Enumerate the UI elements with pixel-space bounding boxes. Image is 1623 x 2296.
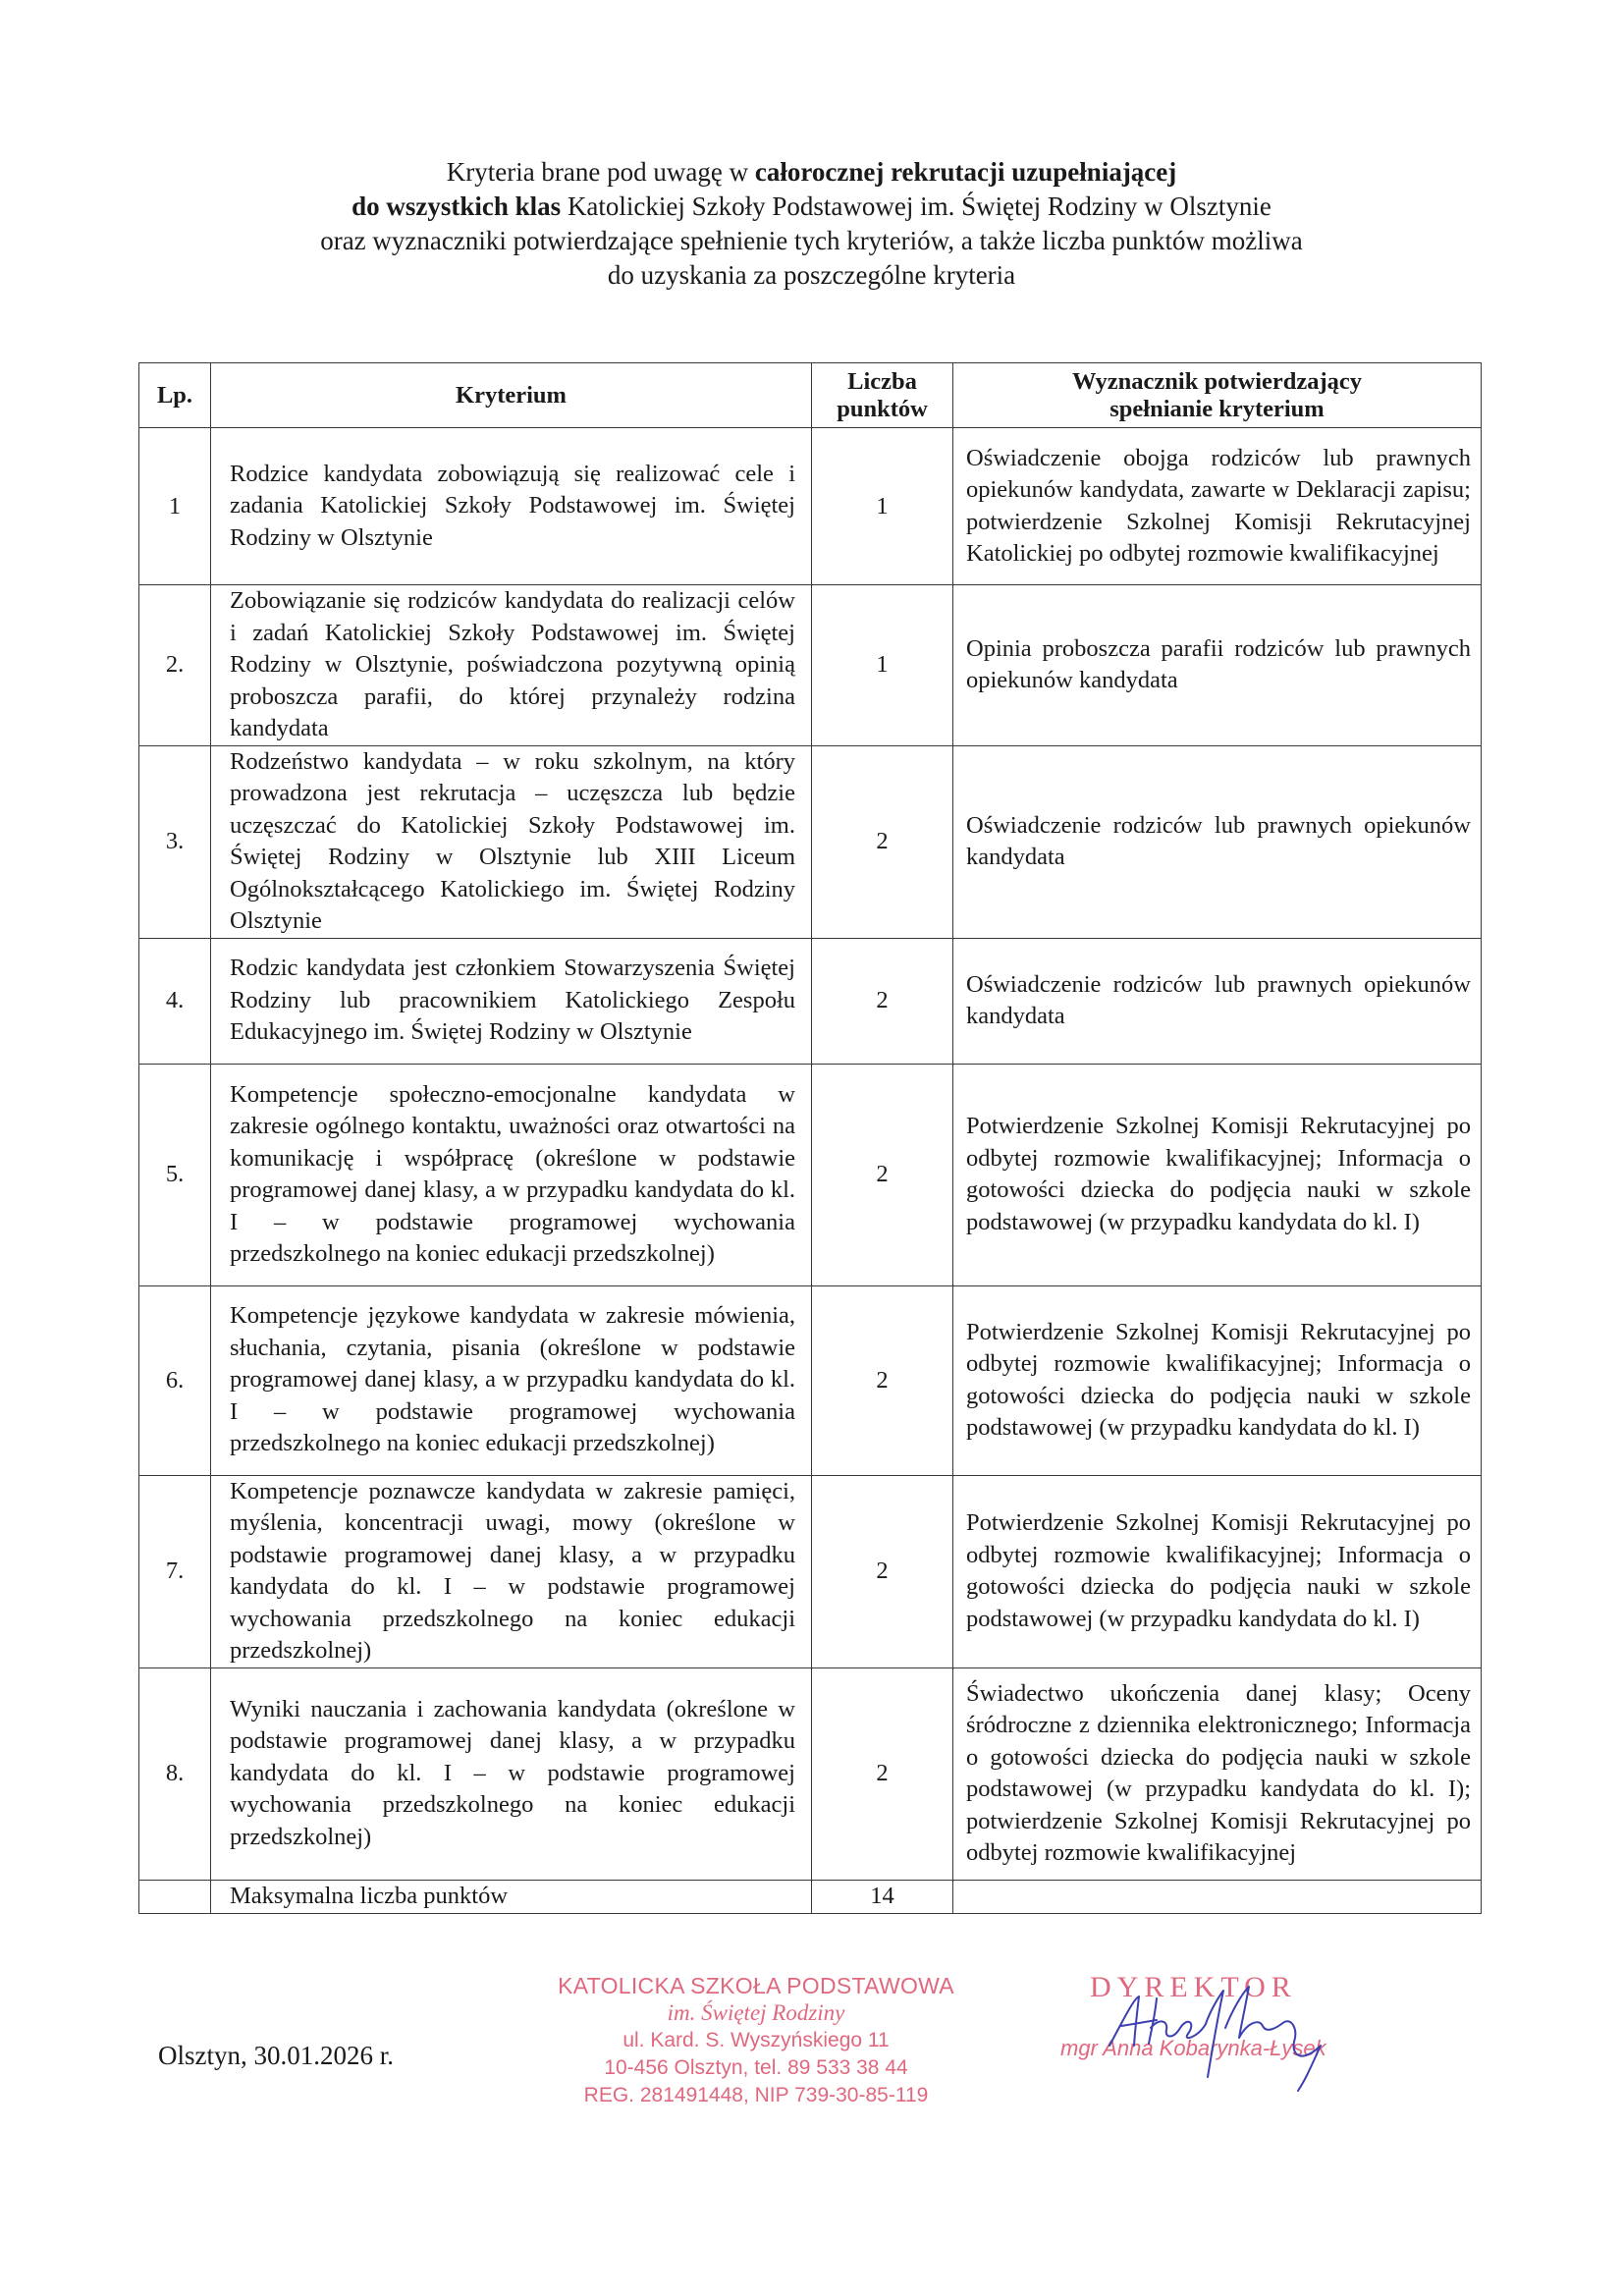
row-punkty: 2 xyxy=(812,1285,953,1475)
footer-label: Maksymalna liczba punktów xyxy=(211,1880,812,1913)
footer-empty-wyznacznik xyxy=(953,1880,1482,1913)
row-lp: 7. xyxy=(139,1475,211,1667)
row-punkty: 2 xyxy=(812,938,953,1064)
row-lp: 1 xyxy=(139,428,211,585)
director-title: DYREKTOR xyxy=(1090,1971,1297,2003)
row-punkty: 2 xyxy=(812,1064,953,1285)
row-kryterium-text: Zobowiązanie się rodziców kandydata do realizacji celów i zadań Katolickiej Szkoły Podstawowej im. Świętej Rodziny w Olsztynie, poświadczona pozytywną opinią proboszcza parafii, do której przynależy rodzina kandydata xyxy=(230,587,795,741)
row-kryterium-text: Rodzice kandydata zobowiązują się realizować cele i zadania Katolickiej Szkoły Podstawowej im. Świętej Rodziny w Olsztynie xyxy=(230,460,795,551)
row-wyznacznik-text: Oświadczenie obojga rodziców lub prawnych opiekunów kandydata, zawarte w Deklaracji zapisu; potwierdzenie Szkolnej Komisji Rekrutacyjnej Katolickiej po odbytej rozmowie kwalifikacyjnej xyxy=(966,444,1471,567)
table-row xyxy=(139,428,1482,585)
table-header-row xyxy=(139,363,1482,428)
row-wyznacznik-text: Potwierdzenie Szkolnej Komisji Rekrutacyjnej po odbytej rozmowie kwalifikacyjnej; Informacja o gotowości dziecka do podjęcia nauki w szkole podstawowej (w przypadku kandydata do kl. I) xyxy=(966,1318,1471,1441)
stamp-line-2: im. Świętej Rodziny xyxy=(667,2000,845,2025)
signature-icon xyxy=(1041,1969,1394,2092)
row-wyznacznik xyxy=(953,1064,1482,1285)
row-wyznacznik xyxy=(953,1667,1482,1880)
row-kryterium-text: Kompetencje językowe kandydata w zakresie mówienia, słuchania, czytania, pisania (określone w podstawie programowej danej klasy, a w przypadku kandydata do kl. I – w podstawie programowej wychowania przedszkolnego na koniec edukacji przedszkolnej) xyxy=(230,1302,795,1457)
row-wyznacznik-text: Oświadczenie rodziców lub prawnych opiekunów kandydata xyxy=(966,970,1471,1029)
row-wyznacznik xyxy=(953,1285,1482,1475)
table-row xyxy=(139,585,1482,746)
header-punkty: Liczba punktów xyxy=(812,363,953,428)
title-line-2: do wszystkich klas Katolickiej Szkoły Podstawowej im. Świętej Rodziny w Olsztynie xyxy=(352,191,1271,221)
row-punkty: 1 xyxy=(812,585,953,746)
footer-total: 14 xyxy=(812,1880,953,1913)
row-wyznacznik xyxy=(953,745,1482,938)
row-wyznacznik xyxy=(953,428,1482,585)
footer-empty-lp xyxy=(139,1880,211,1913)
title-line-4: do uzyskania za poszczególne kryteria xyxy=(607,260,1016,290)
row-kryterium-text: Rodzic kandydata jest członkiem Stowarzyszenia Świętej Rodziny lub pracownikiem Katolickiego Zespołu Edukacyjnego im. Świętej Rodziny w Olsztynie xyxy=(230,955,795,1046)
row-lp: 2. xyxy=(139,585,211,746)
header-wyznacznik: Wyznacznik potwierdzający spełnianie kryterium xyxy=(953,363,1482,428)
row-kryterium-text: Kompetencje poznawcze kandydata w zakresie pamięci, myślenia, koncentracji uwagi, mowy (określone w podstawie programowej danej klasy, a w przypadku kandydata do kl. I – w podstawie programowej wychowania przedszkolnego na koniec edukacji przedszkolnej) xyxy=(230,1477,795,1664)
table-row xyxy=(139,1475,1482,1667)
row-kryterium xyxy=(211,1667,812,1880)
row-kryterium xyxy=(211,745,812,938)
row-kryterium xyxy=(211,1064,812,1285)
table-row xyxy=(139,745,1482,938)
stamp-line-1: KATOLICKA SZKOŁA PODSTAWOWA xyxy=(558,1973,954,1998)
table-row xyxy=(139,1667,1482,1880)
row-lp: 4. xyxy=(139,938,211,1064)
row-wyznacznik-text: Potwierdzenie Szkolnej Komisji Rekrutacyjnej po odbytej rozmowie kwalifikacyjnej; Informacja o gotowości dziecka do podjęcia nauki w szkole podstawowej (w przypadku kandydata do kl. I) xyxy=(966,1509,1471,1632)
stamp-line-4: 10-456 Olsztyn, tel. 89 533 38 44 xyxy=(604,2056,908,2079)
row-wyznacznik-text: Opinia proboszcza parafii rodziców lub prawnych opiekunów kandydata xyxy=(966,634,1471,694)
row-punkty: 2 xyxy=(812,1667,953,1880)
table-row xyxy=(139,1285,1482,1475)
row-wyznacznik xyxy=(953,938,1482,1064)
row-punkty: 1 xyxy=(812,428,953,585)
row-kryterium xyxy=(211,585,812,746)
row-wyznacznik-text: Potwierdzenie Szkolnej Komisji Rekrutacyjnej po odbytej rozmowie kwalifikacyjnej; Informacja o gotowości dziecka do podjęcia nauki w szkole podstawowej (w przypadku kandydata do kl. I) xyxy=(966,1113,1471,1235)
criteria-table xyxy=(138,362,1482,1914)
row-lp: 5. xyxy=(139,1064,211,1285)
row-kryterium xyxy=(211,1475,812,1667)
header-lp: Lp. xyxy=(139,363,211,428)
stamp-line-5: REG. 281491448, NIP 739-30-85-119 xyxy=(583,2084,929,2106)
school-stamp xyxy=(550,1972,962,2109)
row-lp: 6. xyxy=(139,1285,211,1475)
document-title xyxy=(196,155,1427,293)
director-name: mgr Anna Kobarynka-Łysek xyxy=(1060,2036,1326,2060)
place-and-date: Olsztyn, 30.01.2026 r. xyxy=(158,2041,394,2070)
row-lp: 8. xyxy=(139,1667,211,1880)
director-stamp xyxy=(1041,1969,1394,2087)
row-lp: 3. xyxy=(139,745,211,938)
row-kryterium xyxy=(211,428,812,585)
table-row xyxy=(139,1064,1482,1285)
row-wyznacznik-text: Świadectwo ukończenia danej klasy; Oceny śródroczne z dziennika elektronicznego; Informacja o gotowości dziecka do podjęcia nauki w szkole podstawowej (w przypadku kandydata do kl. I); potwierdzenie Szkolnej Komisji Rekrutacyjnej po odbytej rozmowie kwalifikacyjnej xyxy=(966,1679,1471,1866)
row-kryterium xyxy=(211,1285,812,1475)
table-row xyxy=(139,938,1482,1064)
row-punkty: 2 xyxy=(812,745,953,938)
row-kryterium-text: Kompetencje społeczno-emocjonalne kandydata w zakresie ogólnego kontaktu, uważności oraz otwartości na komunikację i współpracę (określone w podstawie programowej danej klasy, a w przypadku kandydata do kl. I – w podstawie programowej wychowania przedszkolnego na koniec edukacji przedszkolnej) xyxy=(230,1080,795,1267)
table-footer-row xyxy=(139,1880,1482,1913)
row-kryterium-text: Wyniki nauczania i zachowania kandydata (określone w podstawie programowej danej klasy, a w przypadku kandydata do kl. I – w podstawie programowej wychowania przedszkolnego na koniec edukacji przedszkolnej) xyxy=(230,1695,795,1850)
row-wyznacznik xyxy=(953,585,1482,746)
stamp-line-3: ul. Kard. S. Wyszyńskiego 11 xyxy=(622,2029,890,2051)
title-line-1: Kryteria brane pod uwagę w całorocznej rekrutacji uzupełniającej xyxy=(446,157,1177,187)
row-kryterium-text: Rodzeństwo kandydata – w roku szkolnym, na który prowadzona jest rekrutacja – uczęszcza lub będzie uczęszczać do Katolickiej Szkoły Podstawowej im. Świętej Rodziny w Olsztynie lub XIII Liceum Ogólnokształcącego Katolickiego im. Świętej Rodziny Olsztynie xyxy=(230,747,795,934)
row-kryterium xyxy=(211,938,812,1064)
row-punkty: 2 xyxy=(812,1475,953,1667)
row-wyznacznik-text: Oświadczenie rodziców lub prawnych opiekunów kandydata xyxy=(966,811,1471,870)
header-kryterium: Kryterium xyxy=(211,363,812,428)
row-wyznacznik xyxy=(953,1475,1482,1667)
title-line-3: oraz wyznaczniki potwierdzające spełnienie tych kryteriów, a także liczba punktów możliwa xyxy=(320,226,1303,255)
